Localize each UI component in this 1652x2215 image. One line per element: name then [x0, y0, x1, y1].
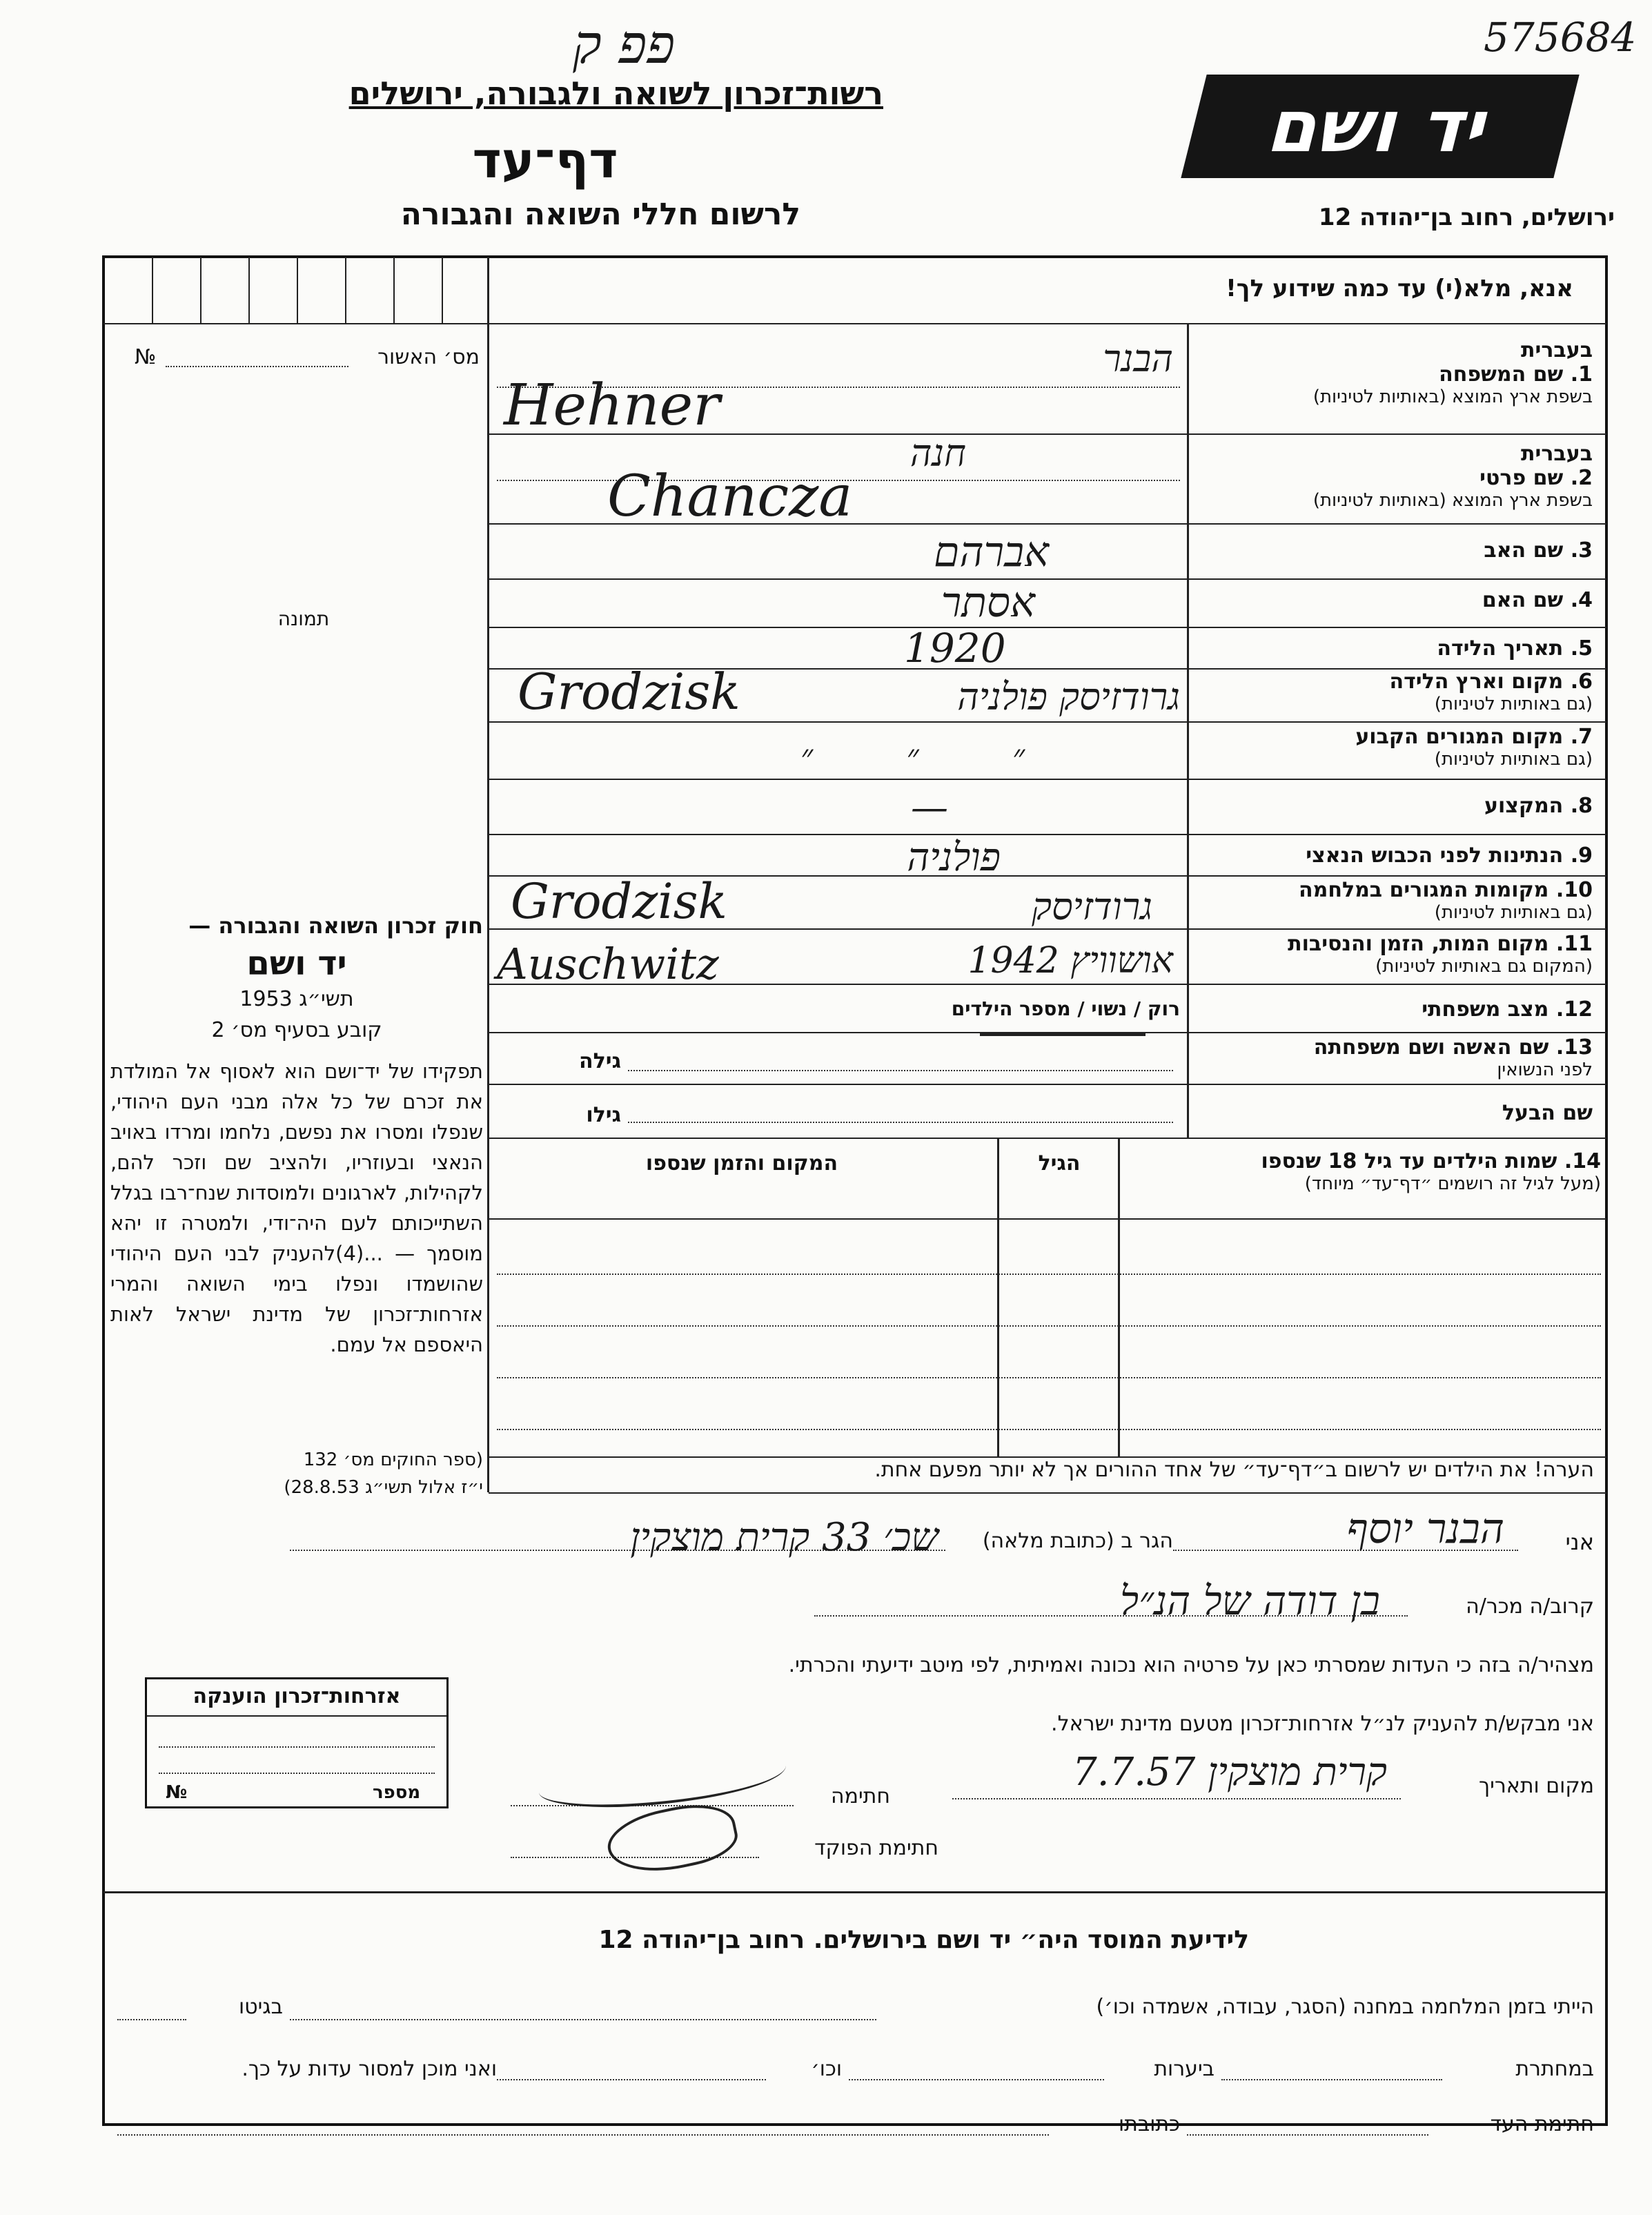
children-age-column-header: הגיל: [1038, 1151, 1081, 1175]
declarant-address-value[interactable]: שכ׳ 33 קרית מוצקין: [630, 1515, 938, 1560]
field-nationality-label: 9. הנתינות לפני הכבוש הנאצי: [1306, 843, 1593, 868]
field-14-note: (מעל לגיל זה רושמים ״דף־עד״ מיוחד): [1304, 1173, 1601, 1194]
field-2-num: 2.: [1570, 466, 1593, 490]
bottom-underground-label: במחתרת: [1515, 2057, 1594, 2081]
bottom-witness-address-label: כתובתו: [1119, 2112, 1180, 2136]
field-husband-name-label: שם הבעל: [1502, 1101, 1593, 1125]
field-11-note: (המקום גם באותיות לטיניות): [1375, 956, 1593, 977]
sidebar-divider: [487, 257, 489, 1492]
first-name-hebrew-value[interactable]: חנה: [909, 431, 966, 475]
birth-place-latin-value[interactable]: Grodzisk: [518, 663, 740, 721]
family-name-hebrew-value[interactable]: הבנר: [1103, 337, 1173, 380]
field-death-place-label: 11. מקום המות, הזמן והנסיבות (המקום גם באותיות לטיניות): [1192, 932, 1593, 977]
approval-no-mark: №: [135, 345, 157, 369]
marital-status-options: רוק / נשוי / מספר הילדים: [951, 997, 1180, 1020]
residence-value[interactable]: ״ ״ ״: [800, 737, 1067, 776]
law-reference: (ספר החוקים מס׳ 132: [303, 1450, 483, 1470]
official-signature-label: חתימת הפוקד: [814, 1836, 938, 1860]
field-2-label: שם פרטי: [1479, 466, 1564, 490]
field-7-note: (גם באותיות לטיניות): [1434, 749, 1593, 770]
wartime-residence-hebrew-value[interactable]: גרודזיסק: [1032, 885, 1152, 928]
instruction-text: אנא, מלא(י) עד כמה שידוע לך!: [1226, 275, 1573, 302]
photo-label: תמונה: [277, 607, 330, 630]
nationality-value[interactable]: פולניה: [907, 835, 1001, 880]
field-residence-label: 7. מקום המגורים הקבוע (גם באותיות לטיניות): [1192, 725, 1593, 770]
declarant-relation-value[interactable]: בן דודה של הנ״ל: [1120, 1577, 1380, 1624]
law-text: תפקידו של יד־ושם הוא לאסוף אל המולדת את זכרם של כל אלה מבני העם היהודי, שנפלו ומסרו את נפשם, נלחמו ומרדו באויב הנאצי ובעוזריו, ולהציב שם וזכר להם, לקהילות, לארגונים ולמוסדות שנח־רבו בגלל השתייכותם לעם היה־ודי, ולמטרה זו יהא מוסמך — ...(4)להעניק לבני העם היהודי שהושמדו ונפלו בימי השואה והמרי אזרחות־זכרון של מדינת ישראל לאות היאספם אל עמם.: [110, 1060, 483, 1356]
page-subtitle: לרשום חללי השואה והגבורה: [400, 197, 800, 232]
bottom-testimony-willing: ואני מוכן למסור עדות על כך.: [242, 2057, 497, 2081]
first-name-latin-value[interactable]: Chancza: [607, 464, 853, 529]
field-1-num: 1.: [1570, 362, 1593, 387]
field-2-lang: בעברית: [1521, 442, 1593, 466]
declarant-name-value[interactable]: הבנר יוסף: [1346, 1505, 1504, 1553]
law-reference-date: י״ז אלול תשי״ג 28.8.53): [284, 1477, 483, 1498]
bottom-witness-signature-label: חתימת העד: [1490, 2112, 1594, 2136]
bottom-ghetto-label: בגיטו: [238, 1995, 283, 2019]
field-13-note: לפני הנשואין: [1497, 1060, 1593, 1080]
field-profession-label: 8. המקצוע: [1484, 794, 1593, 818]
wartime-residence-latin-value[interactable]: Grodzisk: [511, 873, 727, 930]
field-birth-date-label: 5. תאריך הלידה: [1437, 636, 1593, 661]
field-first-name-label: [1192, 442, 1593, 511]
field-2-note: בשפת ארץ המוצא (באותיות לטיניות): [1312, 490, 1593, 511]
field-1-note: בשפת ארץ המוצא (באותיות לטיניות): [1312, 387, 1593, 407]
field-mother-name-label: 4. שם האם: [1482, 588, 1593, 612]
stamp-number: 575684: [1484, 14, 1637, 61]
field-1-label: שם המשפחה: [1439, 362, 1564, 387]
death-place-latin-value[interactable]: Auschwitz: [497, 939, 719, 989]
father-name-value[interactable]: אברהם: [934, 528, 1049, 576]
declaration-i-label: אני: [1565, 1529, 1594, 1555]
family-name-latin-value[interactable]: Hehner: [504, 373, 720, 438]
authority-name: רשות־זכרון לשואה ולגבורה, ירושלים: [348, 75, 883, 112]
bottom-etc-label: וכו׳: [811, 2057, 842, 2081]
profession-value[interactable]: —: [911, 786, 948, 829]
bottom-line1-text: הייתי בזמן המלחמה במחנה (הסגר, עבודה, אשמדה וכו׳): [1096, 1995, 1594, 2019]
yad-vashem-logo: יד ושם: [1181, 75, 1579, 178]
field-1-lang: בעברית: [1521, 338, 1593, 362]
field-marital-status-label: 12. מצב משפחתי: [1422, 997, 1593, 1022]
field-children-label: 14. שמות הילדים עד גיל 18 שנספו (מעל לגיל זה רושמים ״דף־עד״ מיוחד): [1111, 1149, 1601, 1194]
field-6-note: (גם באותיות לטיניות): [1434, 694, 1593, 714]
field-father-name-label: 3. שם האב: [1484, 538, 1593, 563]
place-date-value[interactable]: קרית מוצקין 7.7.57: [1072, 1750, 1387, 1795]
field-wartime-residence-label: 10. מקומות המגורים במלחמה (גם באותיות לטיניות): [1192, 878, 1593, 923]
marital-status-value[interactable]: [980, 1032, 1145, 1036]
birth-place-hebrew-value[interactable]: גרודזיסק פולניה: [957, 675, 1180, 719]
law-title: חוק זכרון השואה והגבורה —: [188, 913, 483, 939]
children-place-column-header: המקום והזמן שנספו: [645, 1151, 838, 1175]
signature-label: חתימה: [830, 1784, 890, 1808]
law-clause: קובע בסעיף מס׳ 2: [211, 1018, 382, 1042]
declaration-request: אני מבקש/ת להעניק לנ״ל אזרחות־זכרון מטעם מדינת ישראל.: [1051, 1712, 1594, 1736]
handwritten-top-note: פפ ק: [573, 14, 676, 76]
header-address: ירושלים, רחוב בן־יהודה 12: [1318, 204, 1615, 231]
declaration-relative-label: קרוב/ה מכר/ה: [1466, 1594, 1594, 1619]
husband-age-label: גילו: [586, 1103, 621, 1127]
death-place-hebrew-value[interactable]: אושוויץ 1942: [967, 940, 1173, 982]
wife-age-label: גילה: [579, 1049, 621, 1073]
mother-name-value[interactable]: אסתר: [941, 578, 1035, 627]
place-date-label: מקום ותאריך: [1479, 1774, 1594, 1798]
children-notice: הערה! את הילדים יש לרשום ב״דף־עד״ של אחד ההורים אך לא יותר מפעם אחת.: [874, 1458, 1594, 1482]
field-birth-place-label: 6. מקום וארץ הלידה (גם באותיות לטיניות): [1192, 670, 1593, 714]
declaration-statement: מצהיר/ה בזה כי העדות שמסרתי כאן על פרטיה הוא נכונה ואמיתית, לפי מיטב ידיעתי והכרתי.: [788, 1653, 1594, 1677]
citizenship-number-label: מספר: [373, 1782, 421, 1803]
label-column-divider: [1187, 324, 1189, 1139]
citizenship-title: אזרחות־זכרון הוענקה: [193, 1684, 401, 1708]
declaration-resides-label: הגר ב (כתובת מלאה): [982, 1529, 1173, 1553]
bottom-title: לידיעת המוסד היה״ יד ושם בירושלים. רחוב בן־יהודה 12: [598, 1926, 1249, 1954]
citizenship-no-mark: №: [166, 1782, 188, 1803]
law-name: יד ושם: [246, 944, 347, 983]
bottom-forests-label: ביערות: [1154, 2057, 1215, 2081]
field-10-note: (גם באותיות לטיניות): [1434, 902, 1593, 923]
field-family-name-label: [1192, 338, 1593, 407]
field-wife-name-label: 13. שם האשה ושם משפחתה לפני הנשואין: [1192, 1035, 1593, 1080]
law-year: תשי״ג 1953: [239, 987, 354, 1011]
birth-date-value[interactable]: 1920: [904, 625, 1006, 672]
approval-label: מס׳ האשור: [377, 345, 480, 369]
page-title: דף־עד: [472, 131, 618, 189]
